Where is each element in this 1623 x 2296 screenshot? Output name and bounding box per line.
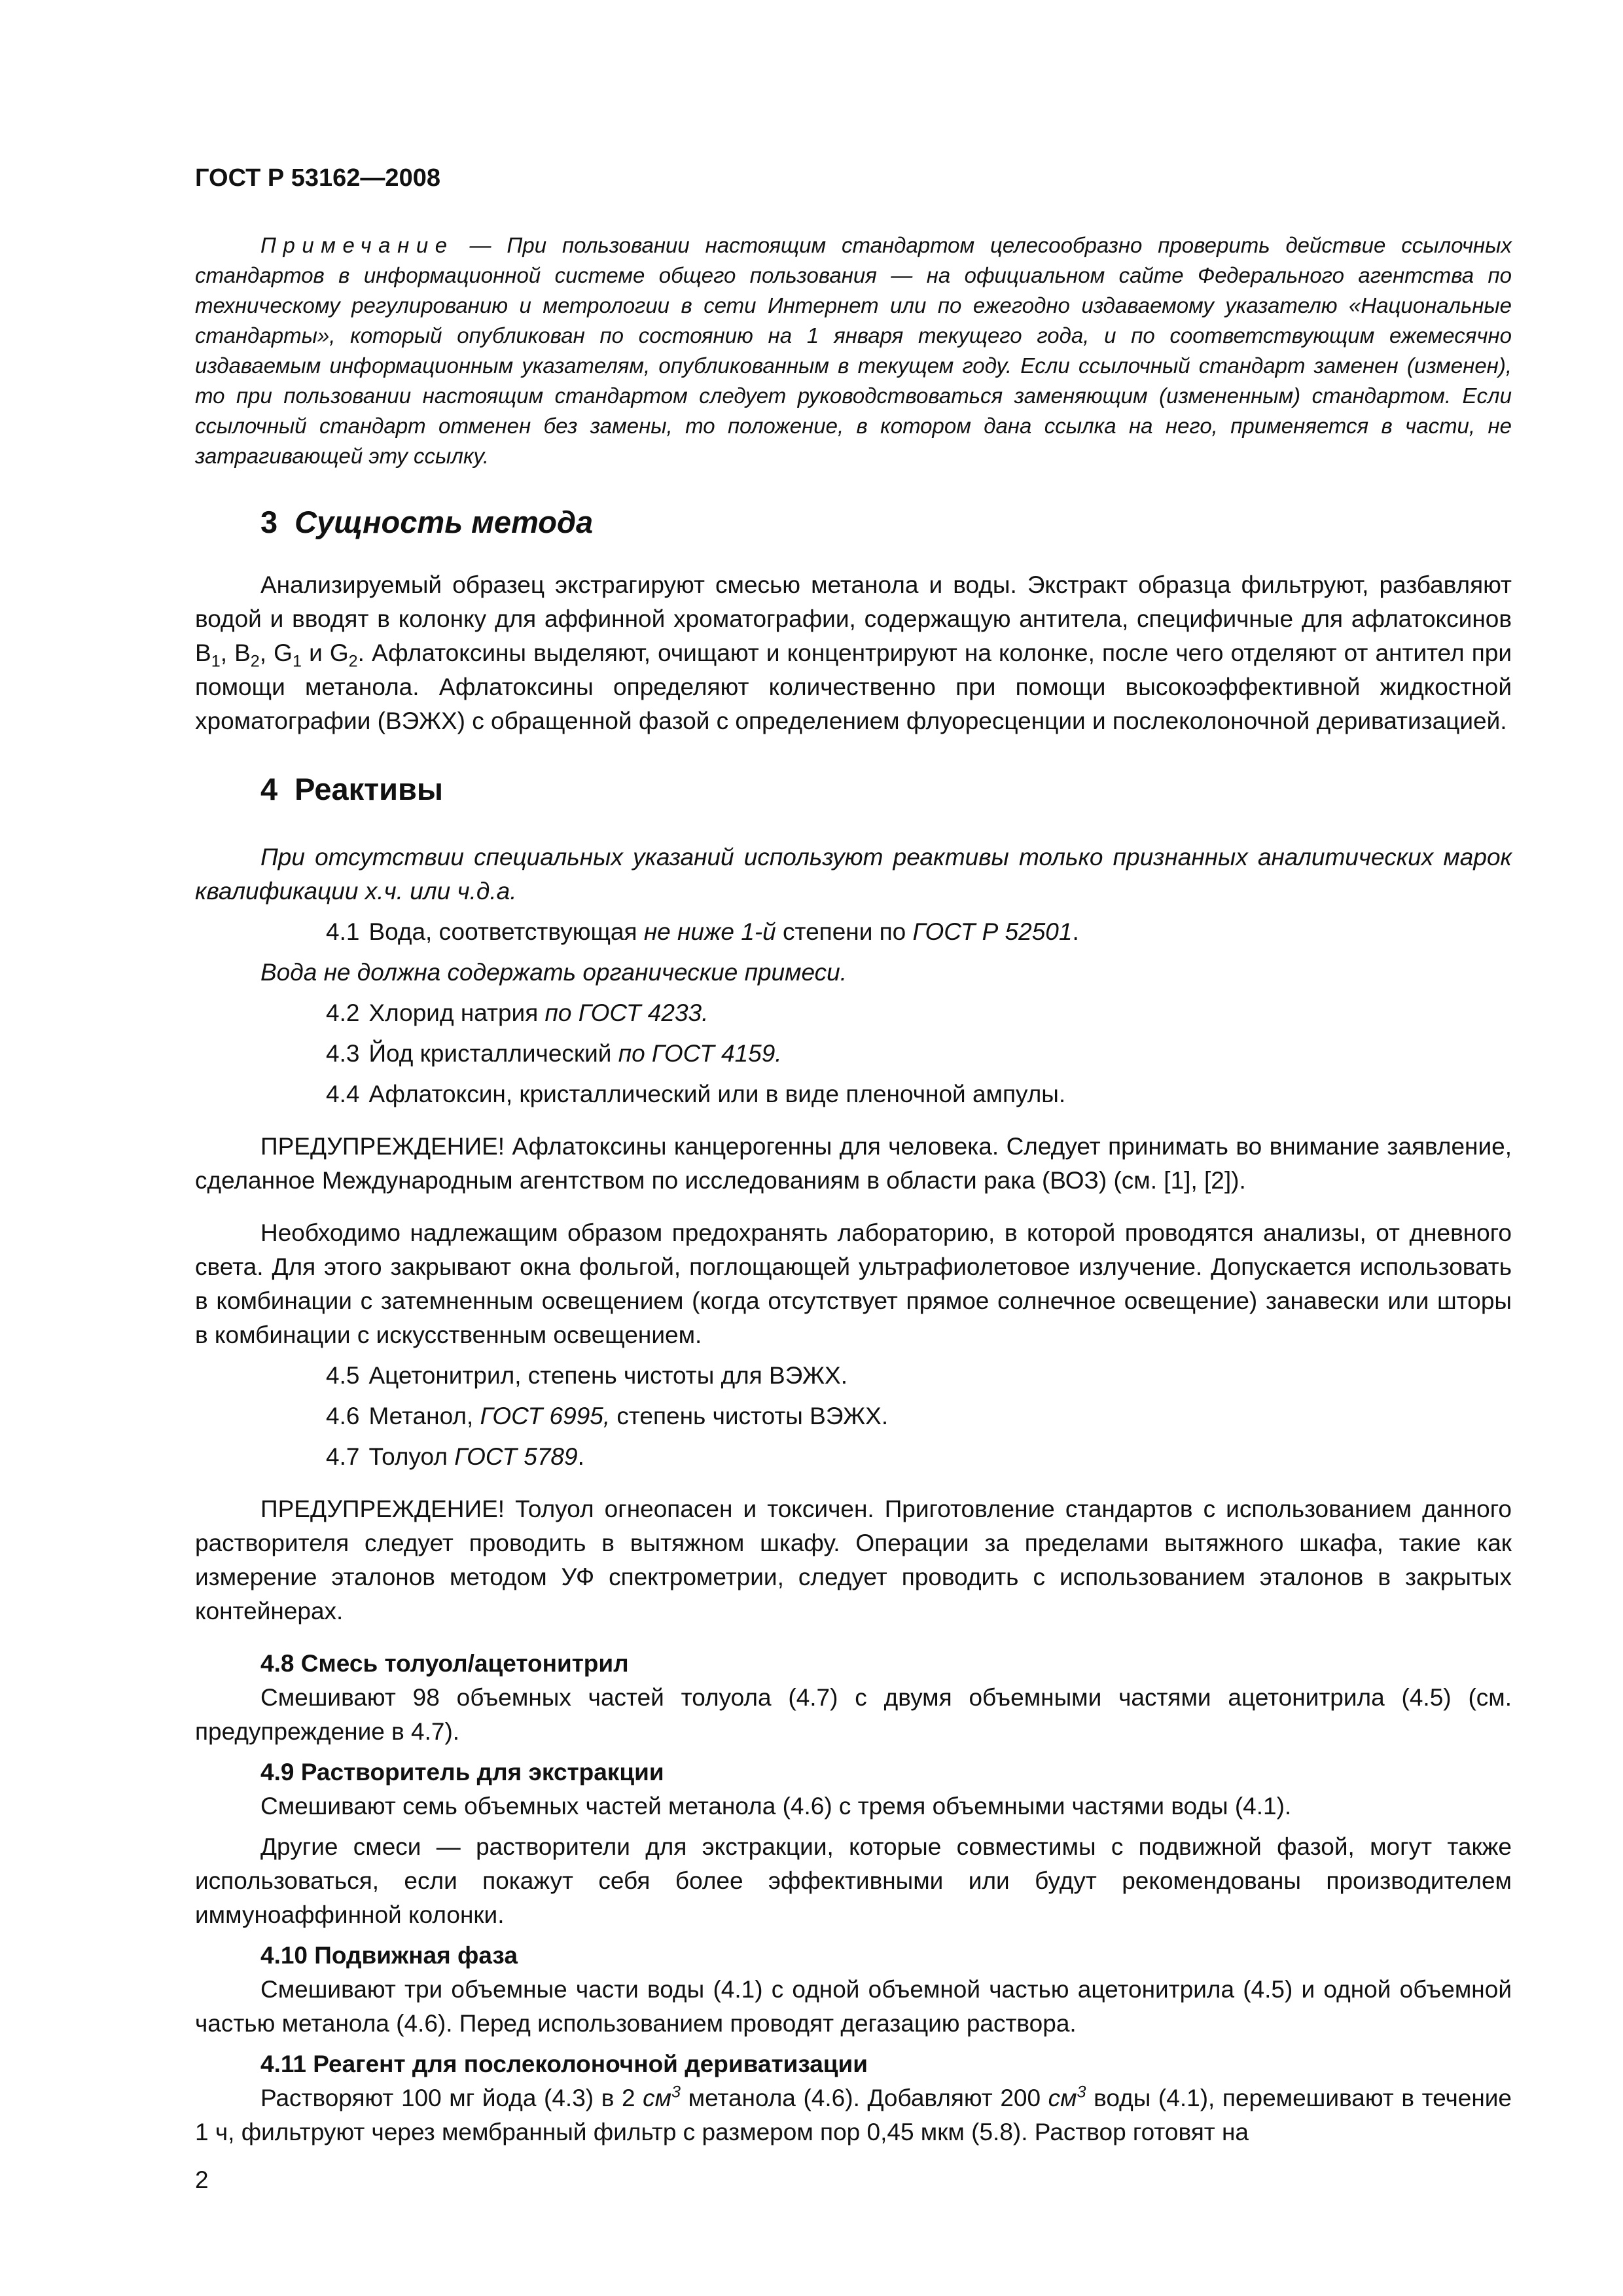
- item-4-8-heading: 4.8 Смесь толуол/ацетонитрил: [260, 1650, 629, 1677]
- section-4-title: Реактивы: [294, 772, 444, 806]
- reference-note: [195, 230, 1512, 471]
- warning-toluene: ПРЕДУПРЕЖДЕНИЕ! Толуол огнеопасен и токсичен. Приготовление стандартов с использованием данного растворителя следует проводить в вытяжном шкафу. Операции за пределами вытяжного шкафа, такие как измерение эталонов методом УФ спектрометрии, следует проводить с использованием эталонов в закрытых контейнерах.: [195, 1496, 1512, 1624]
- section-3-title: Сущность метода: [294, 505, 594, 539]
- item-text-italic: ГОСТ Р 52501: [912, 918, 1073, 945]
- s3-text-e: . Афлатоксины выделяют, очищают и концентрируют на колонке, после чего отделяют от антител при помощи метанола. Афлатоксины определяют количественно при помощи высокоэффективной жидкостной хроматографии (ВЭЖХ) с обращенной фазой с определением флуоресценции и послеколоночной дериватизацией.: [195, 639, 1512, 734]
- unit-cm: см: [1048, 2085, 1077, 2111]
- document-page: [195, 162, 1512, 2149]
- item-text: Растворяют 100 мг йода (4.3) в 2: [260, 2085, 643, 2111]
- s3-sub-1: 1: [211, 652, 221, 671]
- s3-text-a: Анализируемый образец экстрагируют смесью метанола и воды. Экстракт образца фильтруют, разбавляют водой и вводят в колонку для аффинной хроматографии, содержащую антитела, специфичные для афлатоксинов B: [195, 571, 1512, 666]
- item-4-9-text: Смешивают семь объемных частей метанола (4.6) с тремя объемными частями воды (4.1).: [260, 1793, 1292, 1820]
- item-4-10-text: Смешивают три объемные части воды (4.1) с одной объемной частью ацетонитрила (4.5) и одной объемной частью метанола (4.6). Перед использованием проводят дегазацию раствора.: [195, 1976, 1512, 2037]
- page-number: 2: [195, 2166, 209, 2193]
- s3-sub-2: 2: [250, 652, 260, 671]
- s3-text-c: , G: [259, 639, 293, 666]
- item-text: Вода, соответствующая: [368, 918, 644, 945]
- item-text: степень чистоты ВЭЖХ.: [610, 1403, 889, 1429]
- item-text-italic: по ГОСТ 4159.: [618, 1040, 782, 1067]
- item-4-11-text: [195, 2081, 1512, 2149]
- warning-aflatoxins: ПРЕДУПРЕЖДЕНИЕ! Афлатоксины канцерогенны для человека. Следует принимать во внимание заявление, сделанное Международным агентством по исследованиям в области рака (ВОЗ) (см. [1], [2]).: [195, 1133, 1512, 1194]
- section-4-heading: [195, 770, 1512, 809]
- item-text: Афлатоксин, кристаллический или в виде пленочной ампулы.: [368, 1081, 1066, 1107]
- item-number: 4.1: [326, 918, 360, 945]
- item-number: 4.5: [326, 1362, 360, 1389]
- s3-text-d: и G: [301, 639, 349, 666]
- item-4-11-heading: 4.11 Реагент для послеколоночной дериватизации: [260, 2051, 868, 2077]
- item-4-10-heading: 4.10 Подвижная фаза: [260, 1942, 518, 1969]
- document-code-header: ГОСТ Р 53162—2008: [195, 164, 440, 192]
- item-number: 4.3: [326, 1040, 360, 1067]
- section-3-paragraph: [195, 568, 1512, 738]
- item-number: 4.7: [326, 1443, 360, 1470]
- item-4-7: [195, 1440, 1512, 1474]
- item-text-italic: не ниже 1-й: [643, 918, 776, 945]
- item-4-6: [195, 1399, 1512, 1433]
- item-4-4: [195, 1077, 1512, 1111]
- s3-sub-4: 2: [348, 652, 358, 671]
- section-3-heading: [195, 503, 1512, 542]
- item-4-9-heading: 4.9 Растворитель для экстракции: [260, 1759, 664, 1785]
- unit-cm-exponent: 3: [671, 2083, 681, 2102]
- unit-cm-exponent: 3: [1077, 2083, 1086, 2102]
- note-text: — При пользовании настоящим стандартом целесообразно проверить действие ссылочных стандартов в информационной системе общего пользования — на официальном сайте Федерального агентства по техническому регулированию и метрологии в сети Интернет или по ежегодно издаваемому указателю «Национальные стандарты», который опубликован по состоянию на 1 января текущего года, и по соответствующим ежемесячно издаваемым информационным указателям, опубликованным в текущем году. Если ссылочный стандарт заменен (изменен), то при пользовании настоящим стандартом следует руководствоваться заменяющим (измененным) стандартом. Если ссылочный стандарт отменен без замены, то положение, в котором дана ссылка на него, применяется в части, не затрагивающей эту ссылку.: [195, 233, 1512, 468]
- item-4-5: [195, 1359, 1512, 1393]
- item-text: .: [1072, 918, 1079, 945]
- item-text: Хлорид натрия: [368, 999, 545, 1026]
- item-text-italic: ГОСТ 5789: [454, 1443, 578, 1470]
- item-text: Ацетонитрил, степень чистоты для ВЭЖХ.: [368, 1362, 848, 1389]
- item-4-1-note: Вода не должна содержать органические примеси.: [260, 959, 847, 986]
- daylight-protection-paragraph: Необходимо надлежащим образом предохранять лабораторию, в которой проводятся анализы, от дневного света. Для этого закрывают окна фольгой, поглощающей ультрафиолетовое излучение. Допускается использовать в комбинации с затемненным освещением (когда отсутствует прямое солнечное освещение) занавески или шторы в комбинации с искусственным освещением.: [195, 1219, 1512, 1348]
- section-3-number: 3: [260, 505, 278, 539]
- item-number: 4.4: [326, 1081, 360, 1107]
- section-4-intro: При отсутствии специальных указаний используют реактивы только признанных аналитических марок квалификации х.ч. или ч.д.а.: [195, 844, 1512, 905]
- item-number: 4.6: [326, 1403, 360, 1429]
- item-4-2: [195, 996, 1512, 1030]
- s3-text-b: , B: [220, 639, 251, 666]
- item-4-8-text: Смешивают 98 объемных частей толуола (4.7) с двумя объемными частями ацетонитрила (4.5) (см. предупреждение в 4.7).: [195, 1684, 1512, 1745]
- unit-cm: см: [643, 2085, 672, 2111]
- note-label: Примечание: [260, 233, 454, 257]
- item-text-italic: ГОСТ 6995,: [480, 1403, 611, 1429]
- item-text: метанола (4.6). Добавляют 200: [681, 2085, 1048, 2111]
- item-text: Толуол: [368, 1443, 455, 1470]
- section-4-number: 4: [260, 772, 278, 806]
- item-4-3: [195, 1037, 1512, 1071]
- item-number: 4.2: [326, 999, 360, 1026]
- item-text: .: [577, 1443, 584, 1470]
- item-4-1: [195, 915, 1512, 949]
- item-text: Метанол,: [368, 1403, 480, 1429]
- item-text-italic: по ГОСТ 4233.: [544, 999, 709, 1026]
- item-text: воды (4.1), перемешивают в течение 1 ч, фильтруют через мембранный фильтр с размером пор 0,45 мкм (5.8). Раствор готовят на: [195, 2085, 1512, 2145]
- item-4-9-text-2: Другие смеси — растворители для экстракции, которые совместимы с подвижной фазой, могут также использоваться, если покажут себя более эффективными или будут рекомендованы производителем иммуноаффинной колонки.: [195, 1833, 1512, 1928]
- item-text: Йод кристаллический: [368, 1040, 618, 1067]
- s3-sub-3: 1: [292, 652, 302, 671]
- item-text: степени по: [776, 918, 913, 945]
